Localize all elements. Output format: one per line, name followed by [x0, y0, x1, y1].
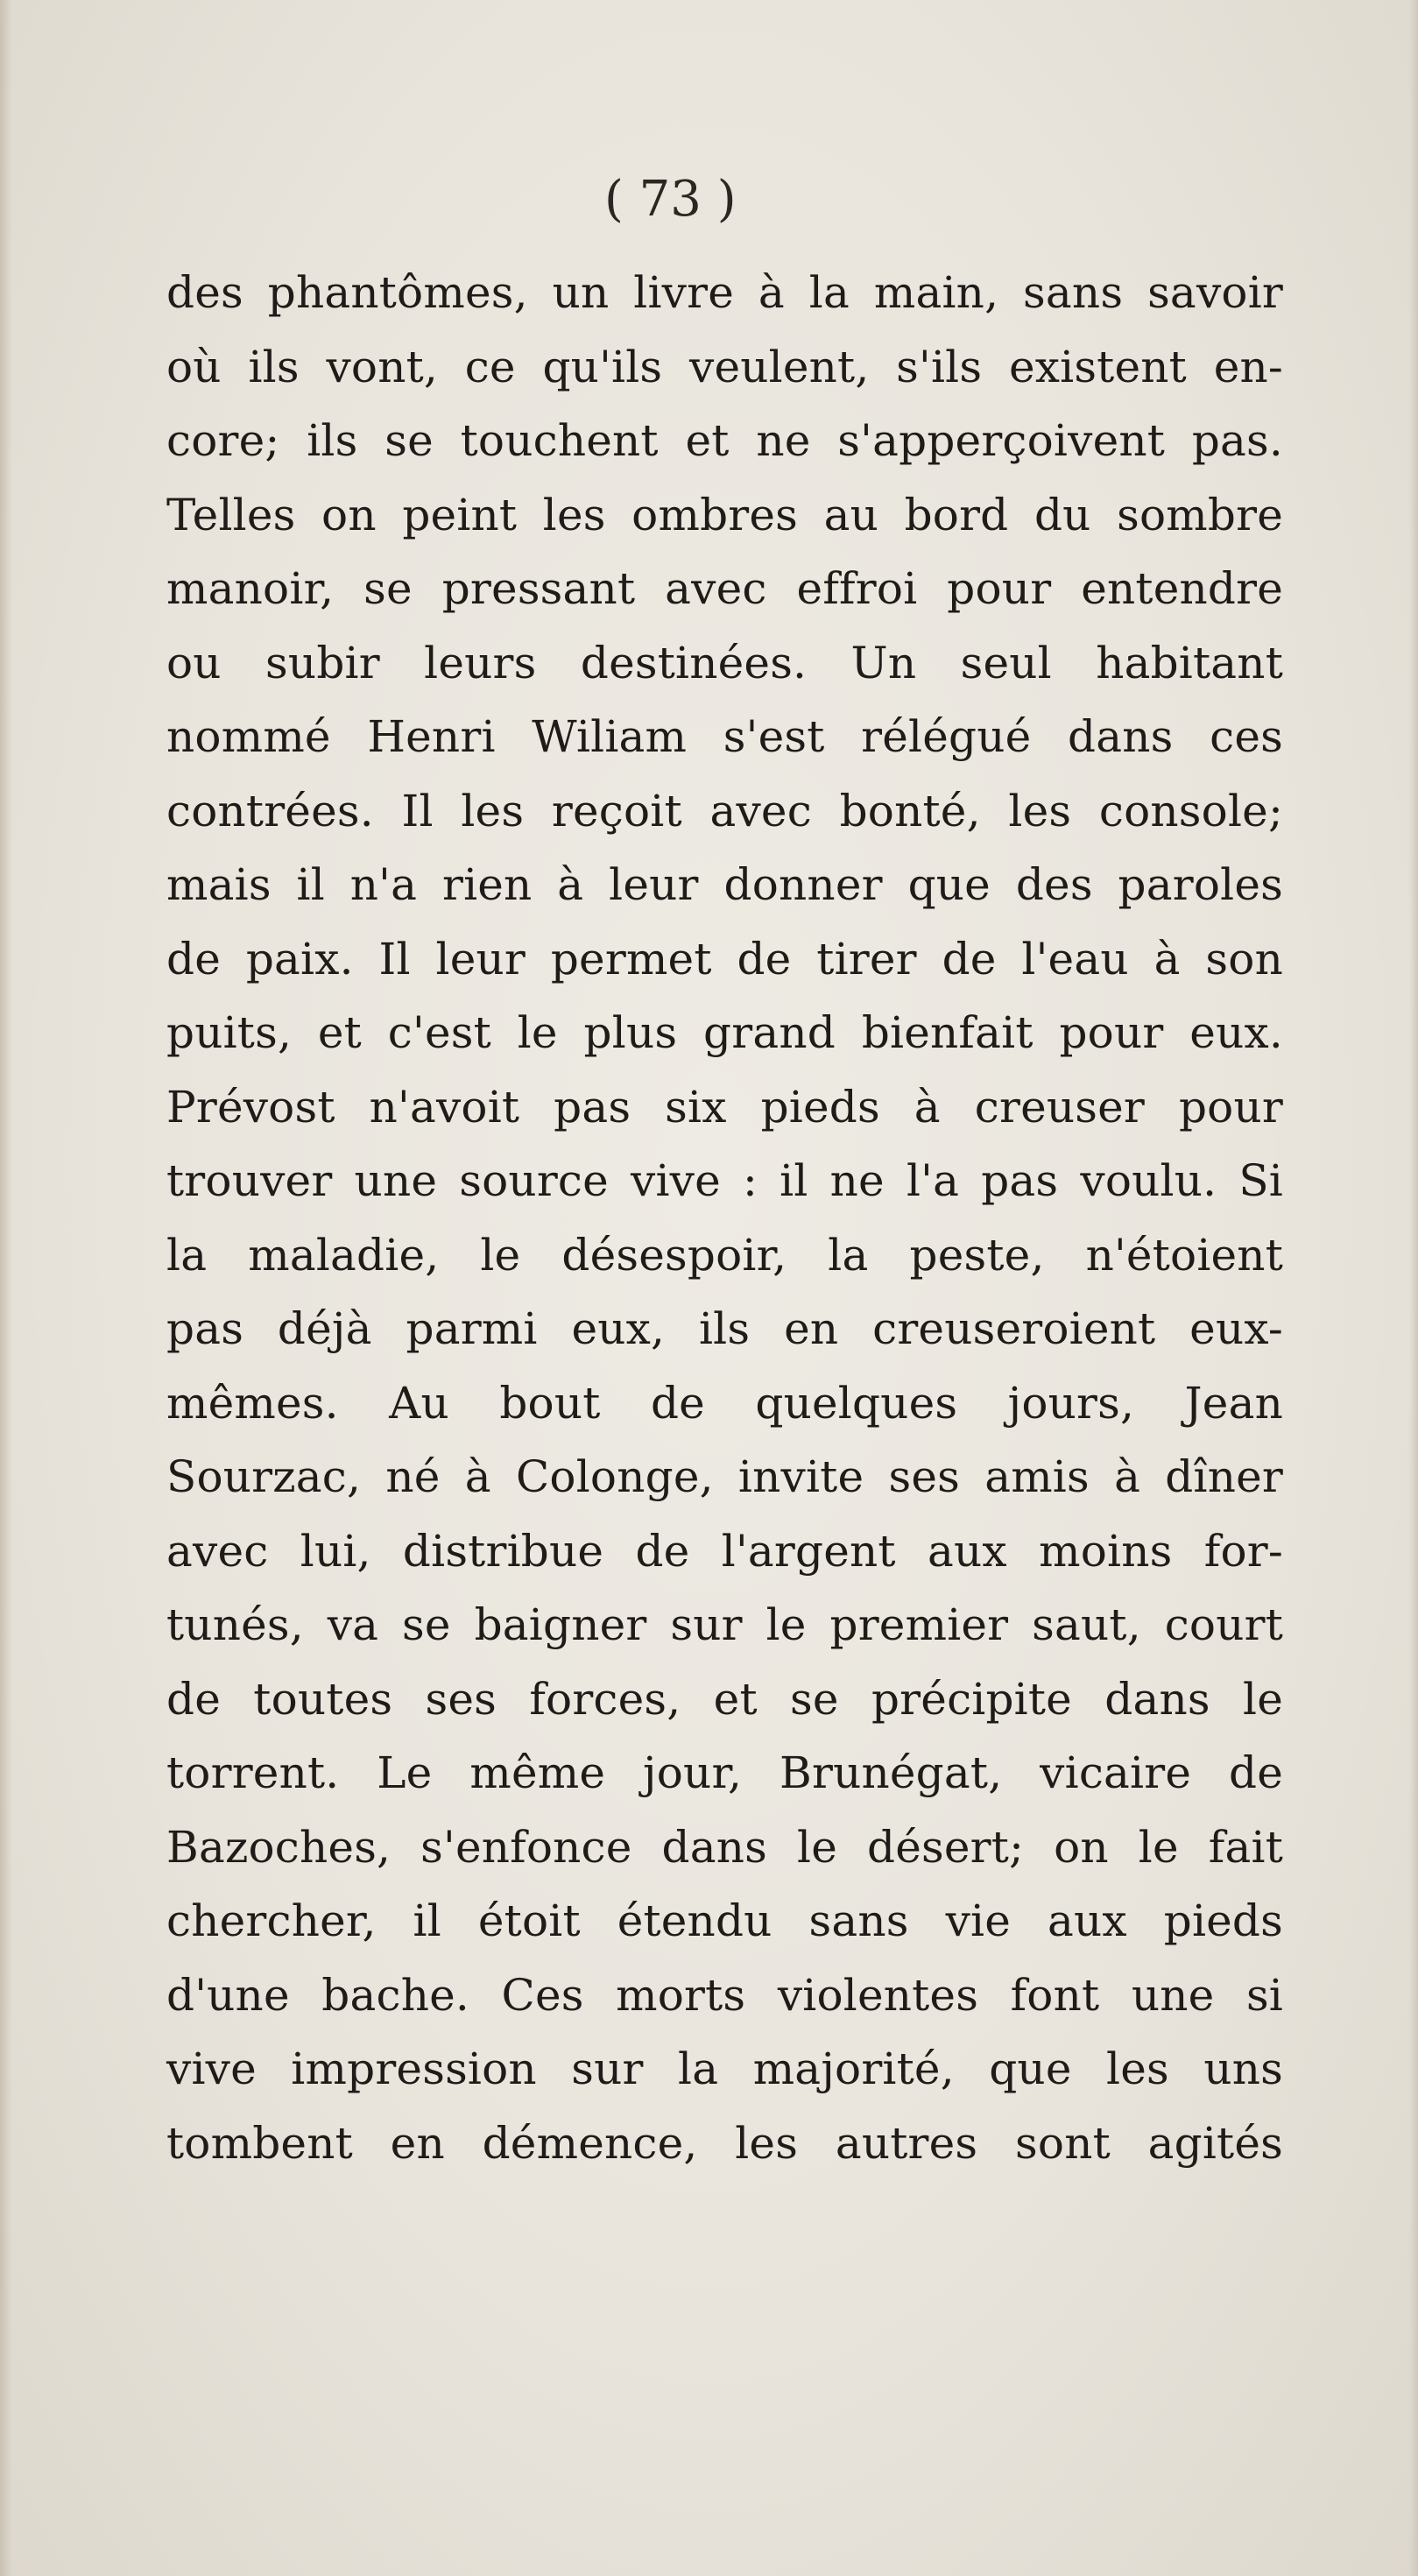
text-line: Prévost n'avoit pas six pieds à creuser pour	[166, 1081, 1283, 1133]
text-line: tunés, va se baigner sur le premier saut, court	[166, 1599, 1283, 1650]
text-line: chercher, il étoit étendu sans vie aux pieds	[166, 1895, 1283, 1946]
text-line: où ils vont, ce qu'ils veulent, s'ils existent en-	[166, 341, 1283, 392]
text-line: Bazoches, s'enfonce dans le désert; on le fait	[166, 1821, 1283, 1873]
text-line: Telles on peint les ombres au bord du sombre	[166, 489, 1283, 540]
page-right-edge	[1409, 0, 1418, 2576]
text-line: de paix. Il leur permet de tirer de l'eau à son	[166, 933, 1283, 985]
body-text	[166, 256, 1283, 2180]
page-left-edge	[0, 0, 12, 2576]
text-line: mais il n'a rien à leur donner que des paroles	[166, 859, 1283, 910]
text-line: vive impression sur la majorité, que les uns	[166, 2043, 1283, 2094]
text-line: avec lui, distribue de l'argent aux moins for-	[166, 1525, 1283, 1577]
text-line: contrées. Il les reçoit avec bonté, les console;	[166, 785, 1283, 836]
text-line: ou subir leurs destinées. Un seul habitant	[166, 637, 1283, 688]
text-line: manoir, se pressant avec effroi pour entendre	[166, 563, 1283, 614]
text-line: la maladie, le désespoir, la peste, n'étoient	[166, 1229, 1283, 1281]
text-line: torrent. Le même jour, Brunégat, vicaire de	[166, 1747, 1283, 1798]
text-line: des phantômes, un livre à la main, sans savoir	[166, 267, 1283, 318]
text-line: pas déjà parmi eux, ils en creuseroient eux-	[166, 1303, 1283, 1354]
text-line: trouver une source vive : il ne l'a pas voulu. Si	[166, 1155, 1283, 1206]
text-line: tombent en démence, les autres sont agités	[166, 2117, 1283, 2169]
text-line: de toutes ses forces, et se précipite dans le	[166, 1673, 1283, 1725]
text-line: core; ils se touchent et ne s'apperçoivent pas.	[166, 415, 1283, 466]
text-line: d'une bache. Ces morts violentes font une si	[166, 1969, 1283, 2021]
text-line: nommé Henri Wiliam s'est rélégué dans ces	[166, 711, 1283, 762]
text-line: mêmes. Au bout de quelques jours, Jean	[166, 1377, 1283, 1429]
text-line: Sourzac, né à Colonge, invite ses amis à dîner	[166, 1451, 1283, 1502]
page-number: ( 73 )	[604, 171, 737, 228]
text-line: puits, et c'est le plus grand bienfait pour eux.	[166, 1007, 1283, 1058]
